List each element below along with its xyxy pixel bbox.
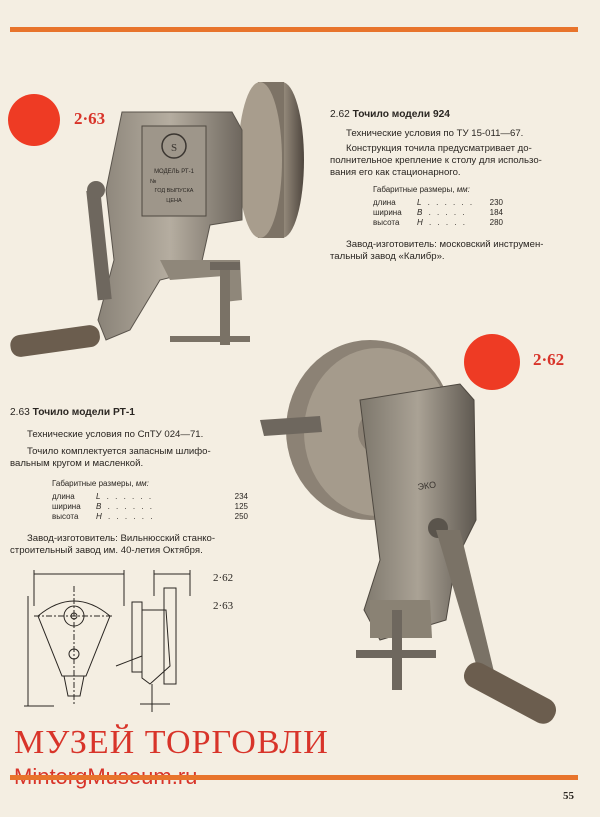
maker-924-line2: тальный завод «Калибр». <box>330 251 445 262</box>
bottom-rule <box>10 775 578 780</box>
dims-924-row: высота H . . . . . 280 <box>373 218 503 227</box>
dims-rt1-unit: мм: <box>135 479 149 488</box>
maker-rt1-line2: строительный завод им. 40-летия Октября. <box>10 545 203 556</box>
title-924-number: 2.62 <box>330 109 350 120</box>
top-rule <box>10 27 578 32</box>
svg-text:S: S <box>170 142 178 154</box>
dims-924 <box>373 185 503 228</box>
page-number: 55 <box>563 790 574 802</box>
dims-924-row: длина L . . . . . . 230 <box>373 198 503 207</box>
title-924-name: Точило модели 924 <box>352 109 450 120</box>
plate-price-text: ЦЕНА <box>166 198 182 204</box>
watermark-title: МУЗЕЙ ТОРГОВЛИ <box>14 724 329 761</box>
dims-rt1-row: высота H . . . . . . 250 <box>52 512 248 521</box>
dims-rt1 <box>52 479 248 522</box>
desc-924-line3: вания его как стационарного. <box>330 167 461 178</box>
housing-mark: ЭКО <box>416 479 437 492</box>
plate-model-text: МОДЕЛЬ РТ-1 <box>154 169 194 175</box>
technical-drawing <box>14 566 214 716</box>
spec-rt1: Технические условия по СпТУ 024—71. <box>27 429 204 440</box>
plate-number-text: № <box>150 179 157 185</box>
maker-924-line1: Завод-изготовитель: московский инструмен- <box>346 239 544 250</box>
title-924 <box>330 109 450 120</box>
desc-rt1-line1: Точило комплектуется запасным шлифо- <box>27 446 211 457</box>
plate-year-text: ГОД ВЫПУСКА <box>154 188 194 194</box>
dims-924-row: ширина B . . . . . 184 <box>373 208 503 217</box>
dims-rt1-header: Габаритные размеры, <box>52 479 134 488</box>
dims-rt1-row: ширина B . . . . . . 125 <box>52 502 248 511</box>
desc-924-line2: полнительное крепление к столу для использо- <box>330 155 542 166</box>
dims-924-unit: мм: <box>456 185 470 194</box>
drawing-label-b: 2·63 <box>213 600 234 612</box>
title-rt1-number: 2.63 <box>10 407 30 418</box>
dims-rt1-row: длина L . . . . . . 234 <box>52 492 248 501</box>
maker-rt1-line1: Завод-изготовитель: Вильнюсский станко- <box>27 533 216 544</box>
desc-924-line1: Конструкция точила предусматривает до- <box>346 143 532 154</box>
drawing-label-a: 2·62 <box>213 572 234 584</box>
photo-924-grinder <box>260 320 580 760</box>
title-rt1-name: Точило модели РТ-1 <box>32 407 135 418</box>
desc-rt1-line2: вальным кругом и масленкой. <box>10 458 144 469</box>
code-label-2-62: 2·62 <box>533 350 565 369</box>
dims-924-header: Габаритные размеры, <box>373 185 455 194</box>
code-label-2-63: 2·63 <box>74 109 106 128</box>
title-rt1 <box>10 407 135 418</box>
spec-924: Технические условия по ТУ 15-011—67. <box>346 128 524 139</box>
